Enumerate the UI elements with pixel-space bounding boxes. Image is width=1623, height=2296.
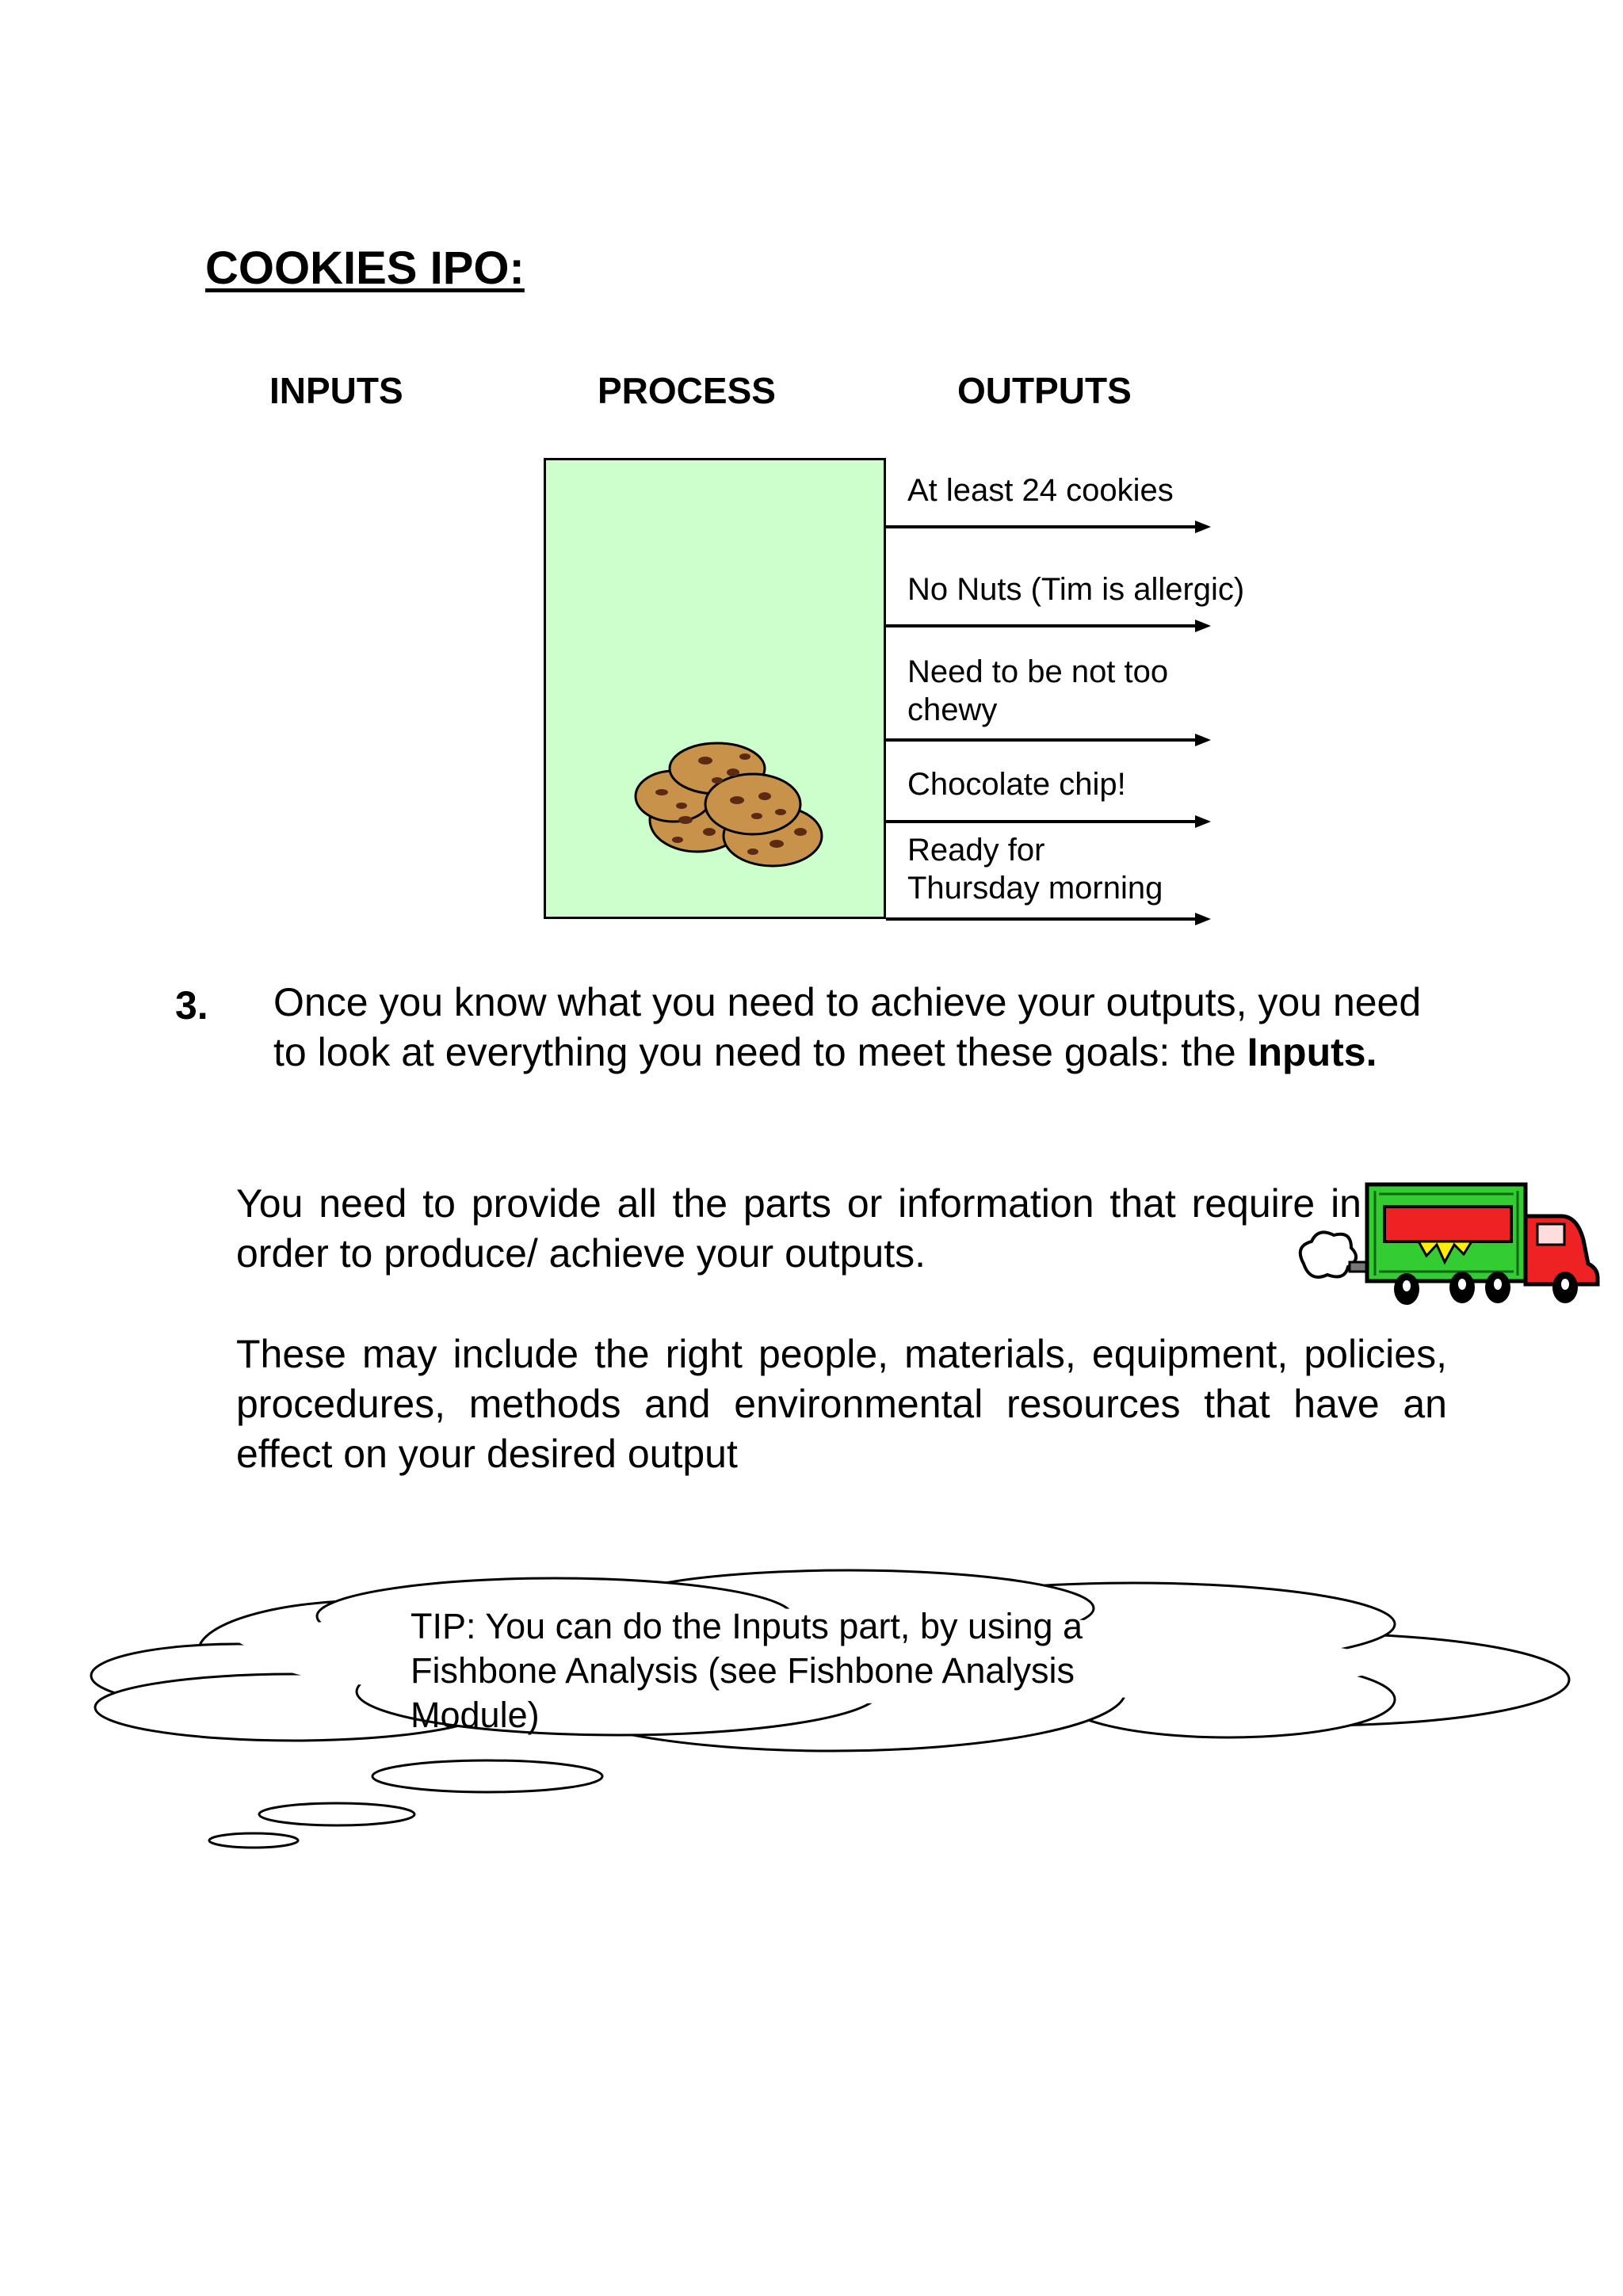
process-heading: PROCESS bbox=[598, 370, 776, 411]
output-arrow bbox=[886, 732, 1211, 748]
inputs-heading: INPUTS bbox=[269, 370, 403, 411]
output-item: Ready for Thursday morning bbox=[907, 833, 1163, 906]
page-title: COOKIES IPO: bbox=[205, 242, 525, 294]
output-item: At least 24 cookies bbox=[907, 473, 1174, 508]
output-arrow bbox=[886, 814, 1211, 830]
cookies-icon bbox=[618, 733, 840, 875]
outputs-heading: OUTPUTS bbox=[957, 370, 1132, 411]
step-number: 3. bbox=[175, 983, 208, 1028]
inputs-examples: These may include the right people, materials, equipment, policies, procedures, methods and environmental resources that have an effect on your desired output bbox=[236, 1332, 1447, 1476]
output-item: Need to be not too chewy bbox=[907, 654, 1169, 727]
output-arrow bbox=[886, 618, 1211, 634]
output-item: Chocolate chip! bbox=[907, 767, 1126, 802]
output-arrow bbox=[886, 911, 1211, 927]
output-item: No Nuts (Tim is allergic) bbox=[907, 572, 1245, 607]
output-arrow bbox=[886, 519, 1211, 535]
tip-text: TIP: You can do the Inputs part, by using a Fishbone Analysis (see Fishbone Analysis Module) bbox=[411, 1606, 1083, 1735]
delivery-truck-icon bbox=[1288, 1169, 1621, 1311]
inputs-description: You need to provide all the parts or information that require in order to produce/ achieve your outputs. bbox=[236, 1181, 1361, 1276]
inputs-bold-word: Inputs. bbox=[1247, 1030, 1377, 1074]
step-text: Once you know what you need to achieve your outputs, you need to look at everything you need to meet these goals: the Inputs. bbox=[273, 980, 1422, 1074]
